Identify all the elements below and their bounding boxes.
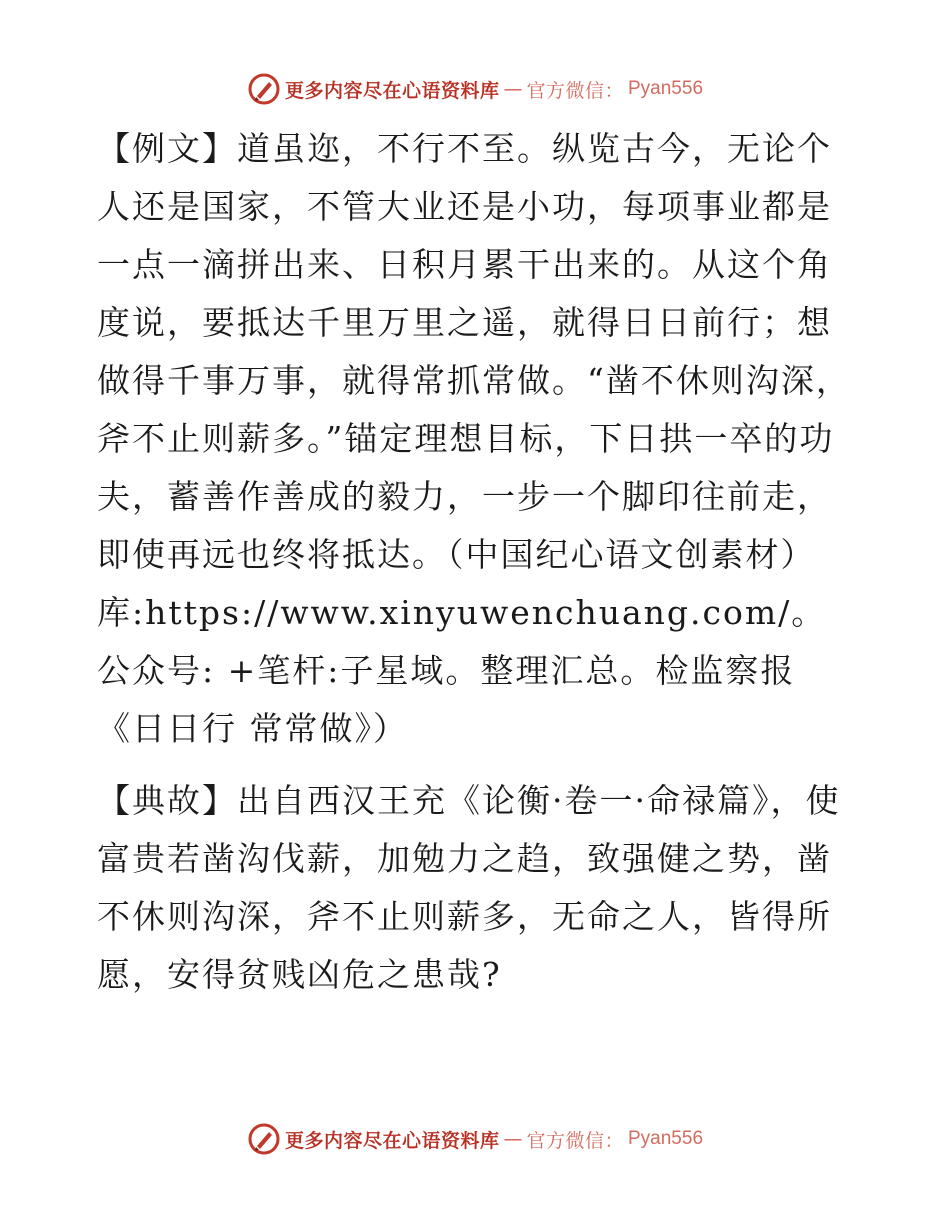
allusion-text: 出自西汉王充《论衡·卷一·命禄篇》，使富贵若凿沟伐薪，加勉力之趋，致强健之势，凿不休则沟深，斧不止则薪多，无命之人，皆得所愿，安得贫贱凶危之患哉? [97, 781, 841, 994]
example-tail: 。公众号: +笔杆:子星域。整理汇总。检监察报《日日行 常常做》） [97, 593, 827, 748]
source-url: https://www.xinyuwenchuang.com/ [145, 593, 792, 632]
watermark-dash: — [503, 1128, 523, 1150]
watermark-wechat-label: 官方微信： [526, 79, 624, 102]
example-tag: 【例文】 [97, 129, 237, 168]
document-body [97, 120, 852, 1004]
watermark-banner-footer [247, 1122, 703, 1156]
example-paragraph [97, 120, 852, 758]
pen-logo-icon [247, 72, 281, 106]
example-text: 道虽迩，不行不至。纵览古今，无论个人还是国家，不管大业还是小功，每项事业都是一点一滴拼出来、日积月累干出来的。从这个角度说，要抵达千里万里之遥，就得日日前行；想做得千事万事，就得常抓常做。“凿不休则沟深，斧不止则薪多。”锚定理想目标，下日拱一卒的功夫，蓄善作善成的毅力，一步一个脚印往前走，即使再远也终将抵达。（中国纪心语文创素材）库: [97, 129, 851, 632]
watermark-wechat-label: 官方微信： [526, 1129, 624, 1152]
pen-logo-icon [247, 1122, 281, 1156]
watermark-wechat-id: Pyan556 [628, 1128, 704, 1149]
watermark-brand: 更多内容尽在心语资料库 [284, 79, 500, 102]
watermark-banner [247, 72, 703, 106]
allusion-paragraph [97, 772, 852, 1004]
footer-watermark [0, 1122, 950, 1156]
watermark-dash: — [503, 78, 523, 100]
watermark-wechat-id: Pyan556 [628, 78, 704, 99]
header-watermark [0, 72, 950, 106]
watermark-brand: 更多内容尽在心语资料库 [284, 1129, 500, 1152]
allusion-tag: 【典故】 [97, 781, 237, 820]
